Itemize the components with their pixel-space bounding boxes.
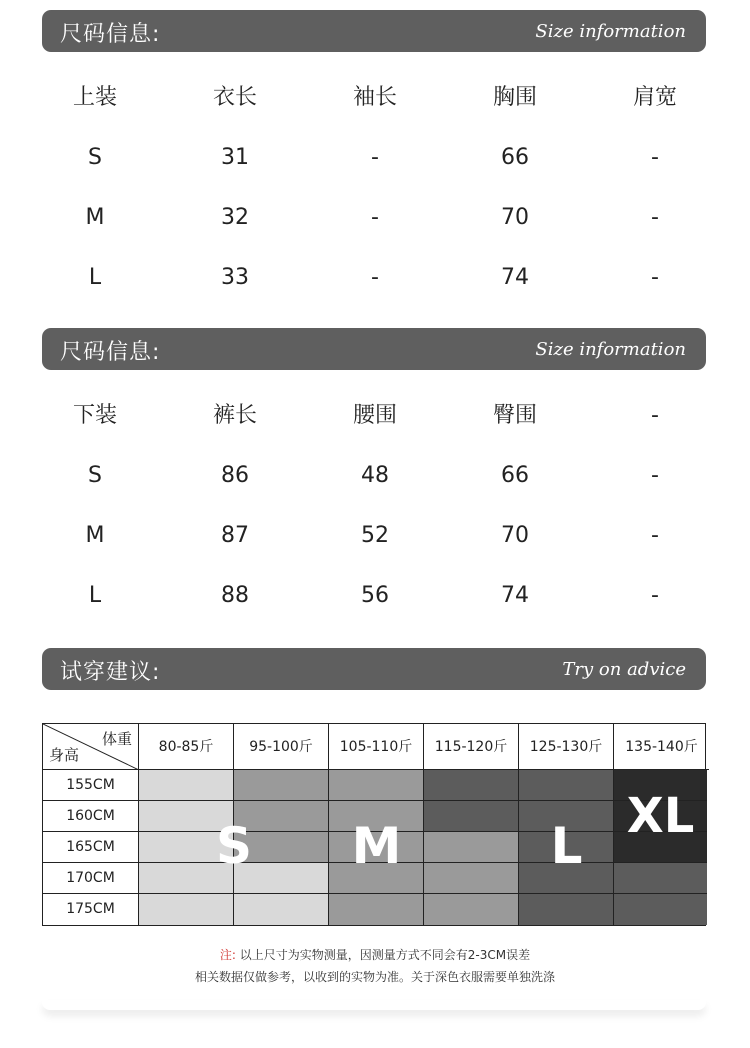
header-cell: 上装 [72,85,117,110]
table-row [25,506,725,566]
table-cell: 56 [361,583,389,608]
header-cell: - [651,403,659,428]
table-header-row [25,386,725,446]
table-row [25,248,725,308]
section-title-en: Size information [535,21,686,42]
header-cell: 下装 [72,403,117,428]
card-bottom-shadow [42,1000,706,1010]
header-cell: 肩宽 [632,85,677,110]
note-prefix: 注: [219,948,236,962]
note-text-1: 以上尺寸为实物测量，因测量方式不同会有2-3CM误差 [239,948,531,962]
size-label-m: M [351,817,402,875]
section-title-cn: 尺码信息: [60,340,161,365]
size-label-xl: XL [626,788,695,844]
table-cell: 70 [501,523,529,548]
table-cell: 48 [361,463,389,488]
size-info-bar-top [42,10,706,52]
corner-height-label: 身高 [49,746,80,764]
advice-grid-cell [424,801,519,832]
table-cell: 32 [221,205,249,230]
table-cell: 87 [221,523,249,548]
table-cell: 88 [221,583,249,608]
size-info-bar-bottom [42,328,706,370]
section-title-cn: 试穿建议: [60,660,161,685]
advice-grid-cell [139,894,234,925]
table-cell: - [651,583,659,608]
advice-grid-cell [424,863,519,894]
table-cell: - [651,523,659,548]
advice-grid-cell [329,770,424,801]
header-cell: 裤长 [212,403,257,428]
table-cell: - [651,463,659,488]
table-corner-cell [43,724,139,770]
weight-header: 115-120斤 [424,724,519,770]
note-text-2: 相关数据仅做参考，以收到的实物为准。关于深色衣服需要单独洗涤 [194,970,555,984]
table-row [25,446,725,506]
size-label-s: S [215,817,252,875]
table-cell: S [88,463,102,488]
section-title-en: Try on advice [562,659,686,680]
weight-header: 125-130斤 [519,724,614,770]
table-cell: - [651,145,659,170]
section-title-en: Size information [535,339,686,360]
top-size-table [25,68,725,308]
header-cell: 袖长 [352,85,397,110]
try-on-advice-bar [42,648,706,690]
weight-header: 135-140斤 [614,724,709,770]
table-cell: M [85,523,105,548]
corner-weight-label: 体重 [101,730,132,748]
advice-grid-cell [519,894,614,925]
try-on-advice-table [42,723,706,926]
table-cell: 66 [501,145,529,170]
table-cell: 70 [501,205,529,230]
height-label: 160CM [43,801,139,832]
table-row [25,128,725,188]
table-cell: 31 [221,145,249,170]
table-cell: L [88,583,102,608]
table-cell: - [651,205,659,230]
weight-header: 105-110斤 [329,724,424,770]
size-label-l: L [550,817,583,875]
table-cell: - [371,145,379,170]
advice-grid-cell [234,894,329,925]
table-cell: 74 [501,583,529,608]
table-cell: - [371,265,379,290]
table-header-row [25,68,725,128]
table-cell: 86 [221,463,249,488]
advice-grid-cell [234,770,329,801]
header-cell: 衣长 [212,85,257,110]
weight-header: 80-85斤 [139,724,234,770]
advice-grid-cell [424,770,519,801]
header-cell: 腰围 [352,403,397,428]
height-label: 165CM [43,832,139,863]
table-cell: L [88,265,102,290]
table-cell: 66 [501,463,529,488]
table-cell: M [85,205,105,230]
table-cell: S [88,145,102,170]
advice-grid-cell [519,770,614,801]
height-label: 170CM [43,863,139,894]
advice-grid-cell [139,770,234,801]
advice-grid-cell [329,894,424,925]
bottom-size-table [25,386,725,626]
table-cell: 52 [361,523,389,548]
note-line-1 [0,946,750,963]
height-label: 175CM [43,894,139,925]
table-cell: - [651,265,659,290]
advice-grid-cell [424,832,519,863]
table-row [25,566,725,626]
table-cell: 33 [221,265,249,290]
header-cell: 臀围 [492,403,537,428]
note-line-2 [0,968,750,985]
advice-grid-cell [614,894,707,925]
advice-grid-cell [614,863,707,894]
table-cell: - [371,205,379,230]
table-row [25,188,725,248]
advice-grid-cell [424,894,519,925]
height-label: 155CM [43,770,139,801]
weight-header: 95-100斤 [234,724,329,770]
table-cell: 74 [501,265,529,290]
section-title-cn: 尺码信息: [60,22,161,47]
header-cell: 胸围 [492,85,537,110]
